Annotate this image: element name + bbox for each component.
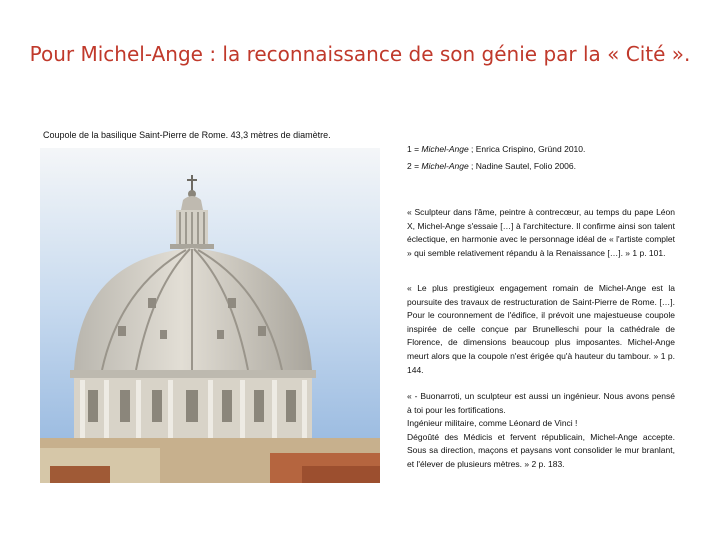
quote-line: « - Buonarroti, un sculpteur est aussi un ingénieur. Nous avons pensé à toi pour les fortifications.: [407, 391, 675, 415]
quote-saint-pierre: « Le plus prestigieux engagement romain de Michel-Ange est la poursuite des travaux de restructuration de Saint-Pierre de Rome. […]. Pour le couronnement de l'édifice, il prévoit une majestueuse coupole inspirée de celle conçue par Brunelleschi pour la cathédrale de Florence, de dimensions beaucoup plus imposantes. Michel-Ange meurt alors que la coupole n'est érigée qu'à hauteur du tambour. » 1 p. 144.: [407, 283, 675, 375]
photo-caption: Coupole de la basilique Saint-Pierre de Rome. 43,3 mètres de diamètre.: [43, 130, 331, 140]
quote-fortifications: [407, 390, 675, 472]
slide-title: Pour Michel-Ange : la reconnaissance de son génie par la « Cité ».: [29, 42, 691, 66]
quote-line: Ingénieur militaire, comme Léonard de Vinci !: [407, 418, 578, 429]
reference-item: 2 = Michel-Ange ; Nadine Sautel, Folio 2006.: [407, 161, 576, 171]
reference-item: 1 = Michel-Ange ; Enrica Crispino, Gründ 2010.: [407, 144, 586, 154]
quote-line: Dégoûté des Médicis et fervent républicain, Michel-Ange accepte. Sous sa direction, maçons et paysans vont consolider le mur branlant, et l'élever de plusieurs mètres. » 2 p. 183.: [407, 431, 675, 469]
references: [407, 141, 677, 175]
quote-architecture: « Sculpteur dans l'âme, peintre à contrecœur, au temps du pape Léon X, Michel-Ange s'essaie […] à l'architecture. Il confirme ainsi son talent éclectique, en harmonie avec le personnage idéal de « l'artiste complet » qui semble relativement répandu à la Renaissance […]. » 1 p. 101.: [407, 207, 675, 258]
dome-photo: [40, 148, 380, 483]
